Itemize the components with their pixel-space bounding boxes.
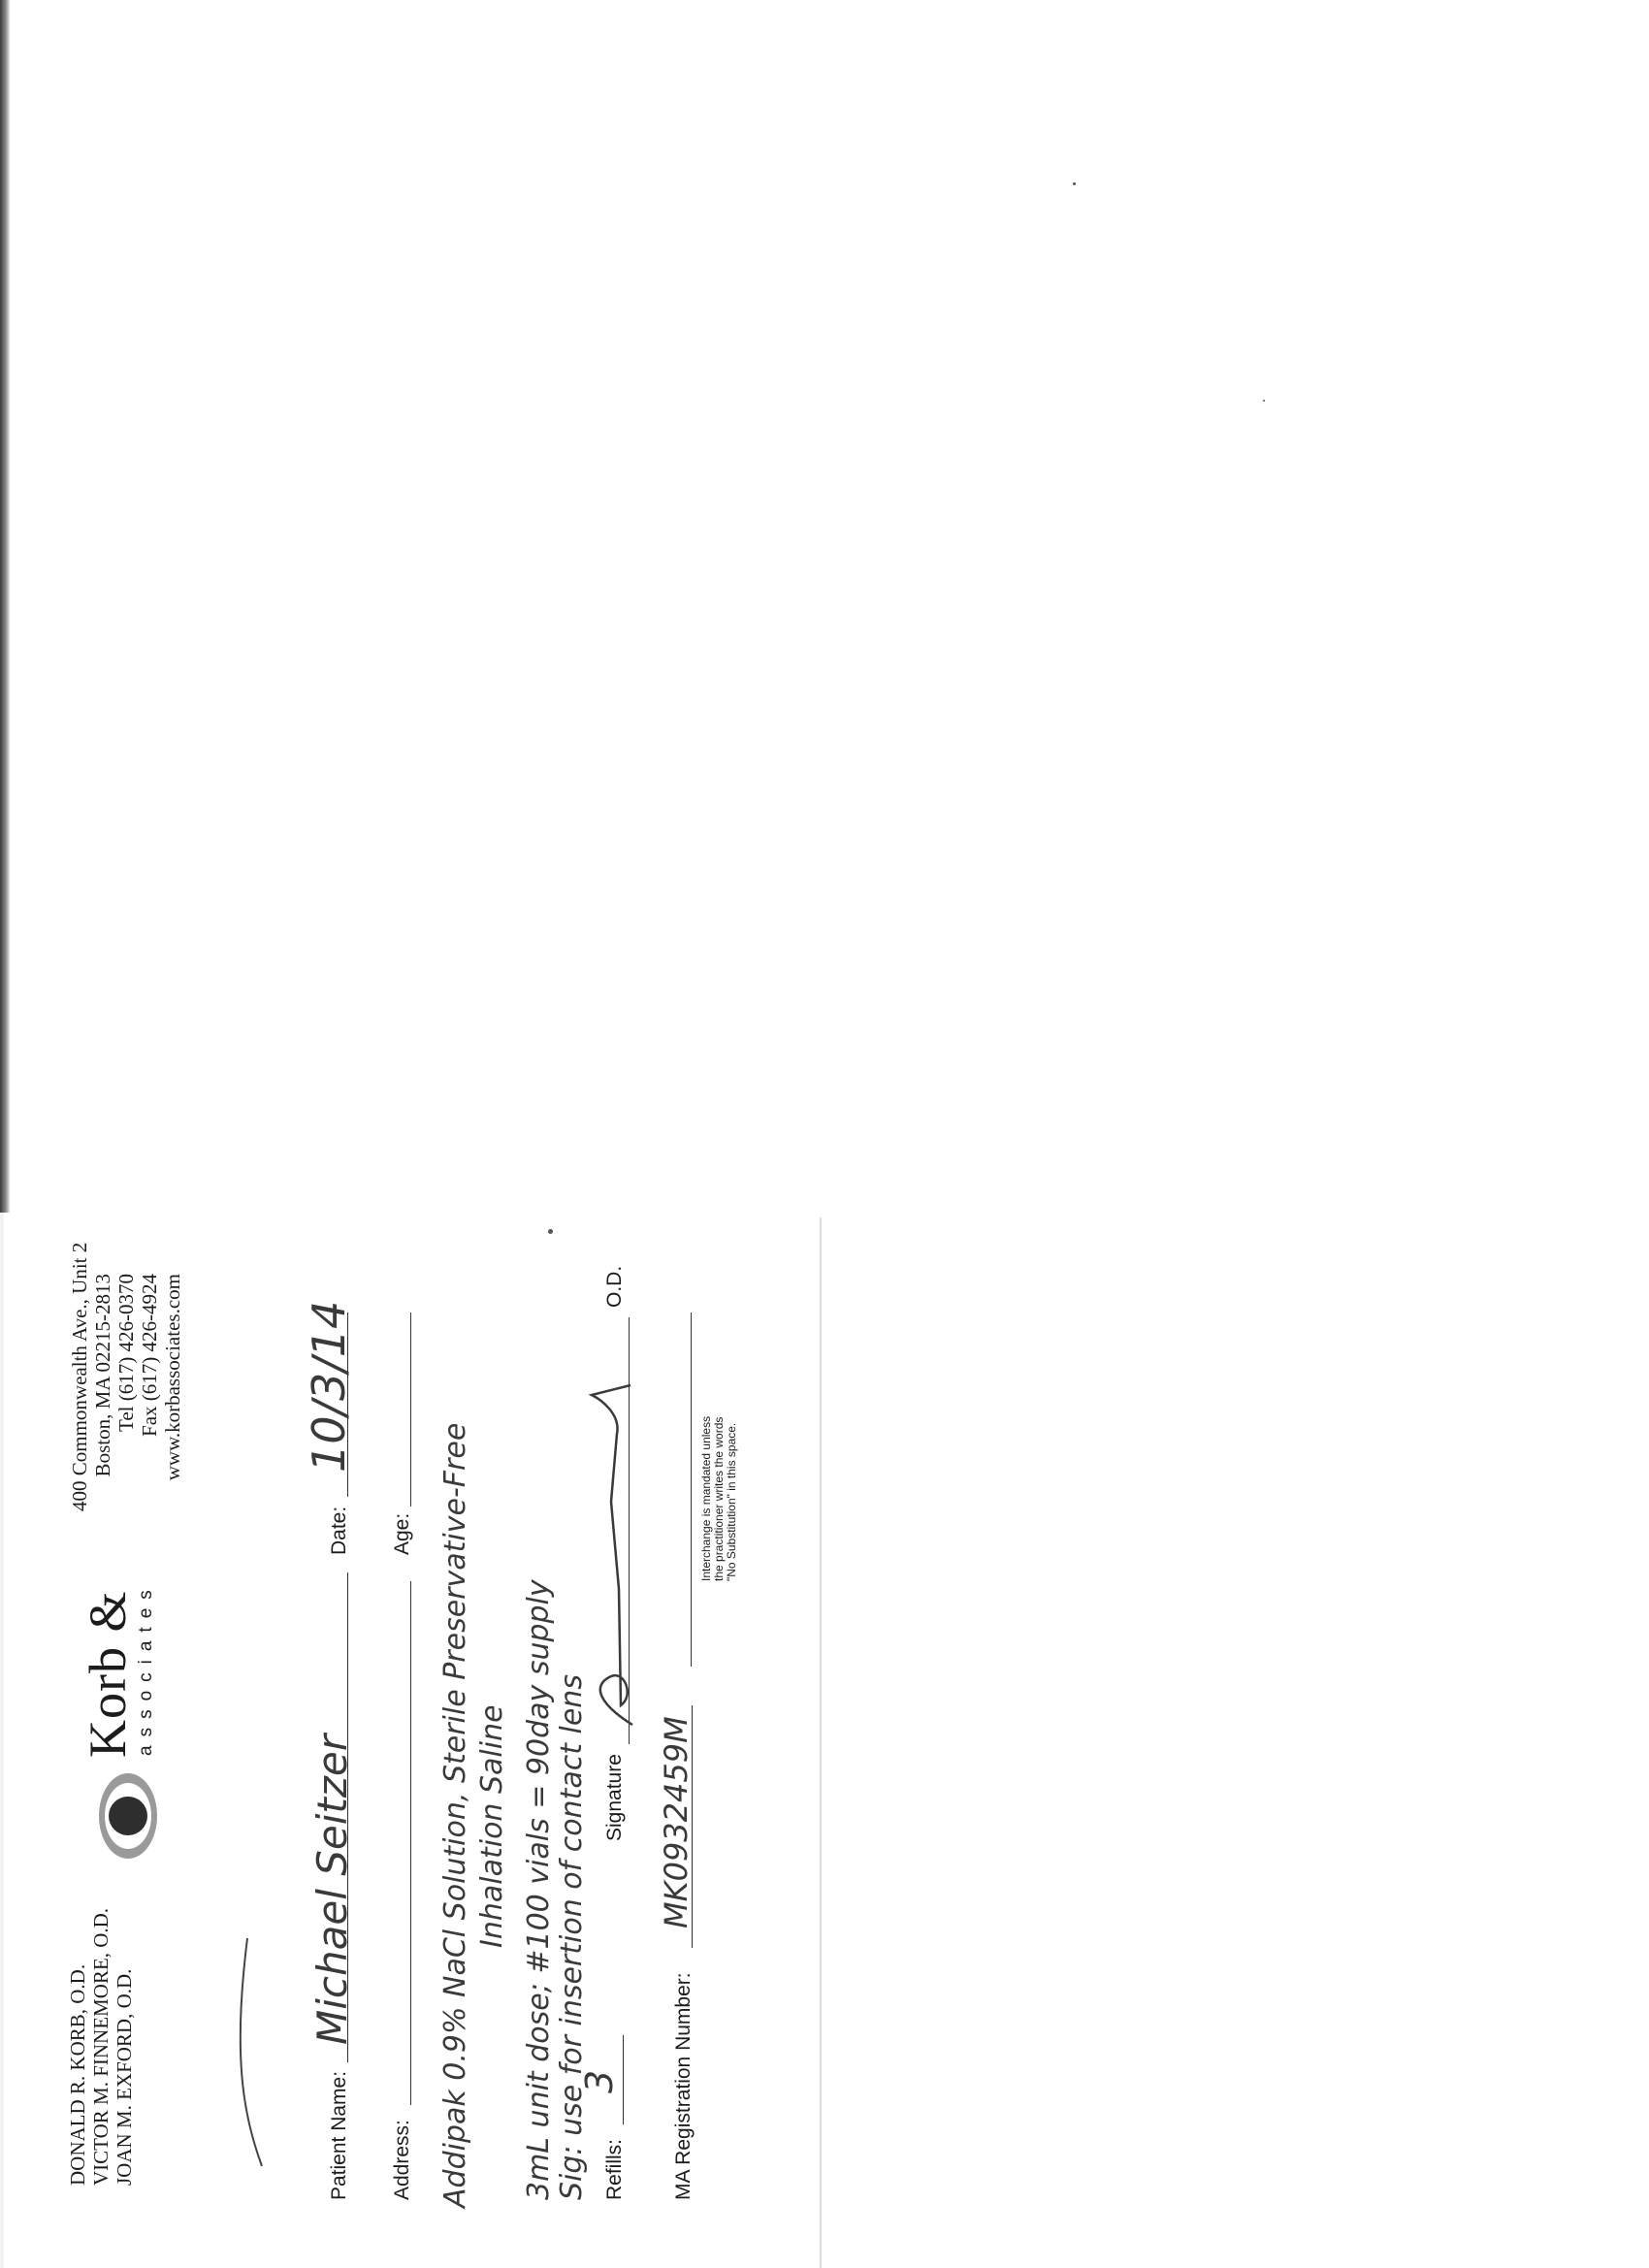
rx-line: 3mL unit dose; #100 vials = 90day supply bbox=[522, 1579, 556, 2200]
registration-label: MA Registration Number: bbox=[672, 1972, 695, 2200]
doctor-name: DONALD R. KORB, O.D. bbox=[66, 1963, 89, 2186]
age-line bbox=[410, 1312, 411, 1507]
age-label: Age: bbox=[391, 1512, 413, 1555]
doctor-name: JOAN M. EXFORD, O.D. bbox=[113, 1968, 136, 2186]
patient-name-value: Michael Seitzer bbox=[308, 1733, 356, 2045]
signature-label: Signature bbox=[603, 1754, 626, 1841]
refills-value: 3 bbox=[578, 2069, 621, 2093]
signature-scribble bbox=[582, 1317, 640, 1734]
rx-line: Inhalation Saline bbox=[475, 1704, 509, 1948]
address-line: Fax (617) 426-4924 bbox=[138, 1274, 161, 1437]
refills-line bbox=[623, 2035, 624, 2124]
dust-speck bbox=[1073, 182, 1076, 185]
od-label: O.D. bbox=[603, 1265, 626, 1308]
scanner-edge bbox=[0, 0, 10, 1213]
registration-value: MK0932459M bbox=[658, 1716, 695, 1928]
address-label: Address: bbox=[391, 2120, 413, 2200]
interchange-note-line: Interchange is mandated unless bbox=[699, 1415, 713, 1581]
pad-edge bbox=[820, 1217, 822, 2268]
address-line: Boston, MA 02215-2813 bbox=[91, 1274, 114, 1477]
rx-line: Sig: use for insertion of contact lens bbox=[555, 1674, 589, 2200]
interchange-line bbox=[691, 1312, 692, 1667]
address-line: www.korbassociates.com bbox=[161, 1274, 184, 1481]
practice-address bbox=[68, 1242, 184, 1511]
refills-label: Refills: bbox=[603, 2138, 626, 2200]
eye-logo-icon bbox=[97, 1771, 159, 1861]
prescription-pad bbox=[0, 1242, 820, 2268]
brand-subtitle: associates bbox=[136, 1581, 156, 1756]
address-line: Tel (617) 426-0370 bbox=[114, 1274, 138, 1432]
brand-name: Korb & bbox=[79, 1590, 137, 1758]
doctor-name: VICTOR M. FINNEMORE, O.D. bbox=[89, 1907, 113, 2186]
rx-line: Addipak 0.9% NaCl Solution, Sterile Preservative-Free bbox=[438, 1422, 472, 2208]
interchange-note-line: the practitioner writes the words bbox=[712, 1416, 726, 1581]
doctor-list bbox=[66, 1908, 136, 2186]
dust-speck bbox=[1263, 400, 1265, 402]
address-line-rule bbox=[410, 1581, 411, 2105]
interchange-note-line: "No Substitution" in this space. bbox=[725, 1422, 738, 1581]
dust-speck bbox=[548, 1229, 553, 1234]
interchange-note bbox=[700, 1416, 738, 1581]
date-value: 10/3/14 bbox=[303, 1300, 355, 1473]
address-line: 400 Commonwealth Ave., Unit 2 bbox=[68, 1242, 91, 1511]
patient-name-label: Patient Name: bbox=[328, 2070, 350, 2200]
pen-mark bbox=[204, 1928, 281, 2171]
date-label: Date: bbox=[328, 1506, 350, 1555]
